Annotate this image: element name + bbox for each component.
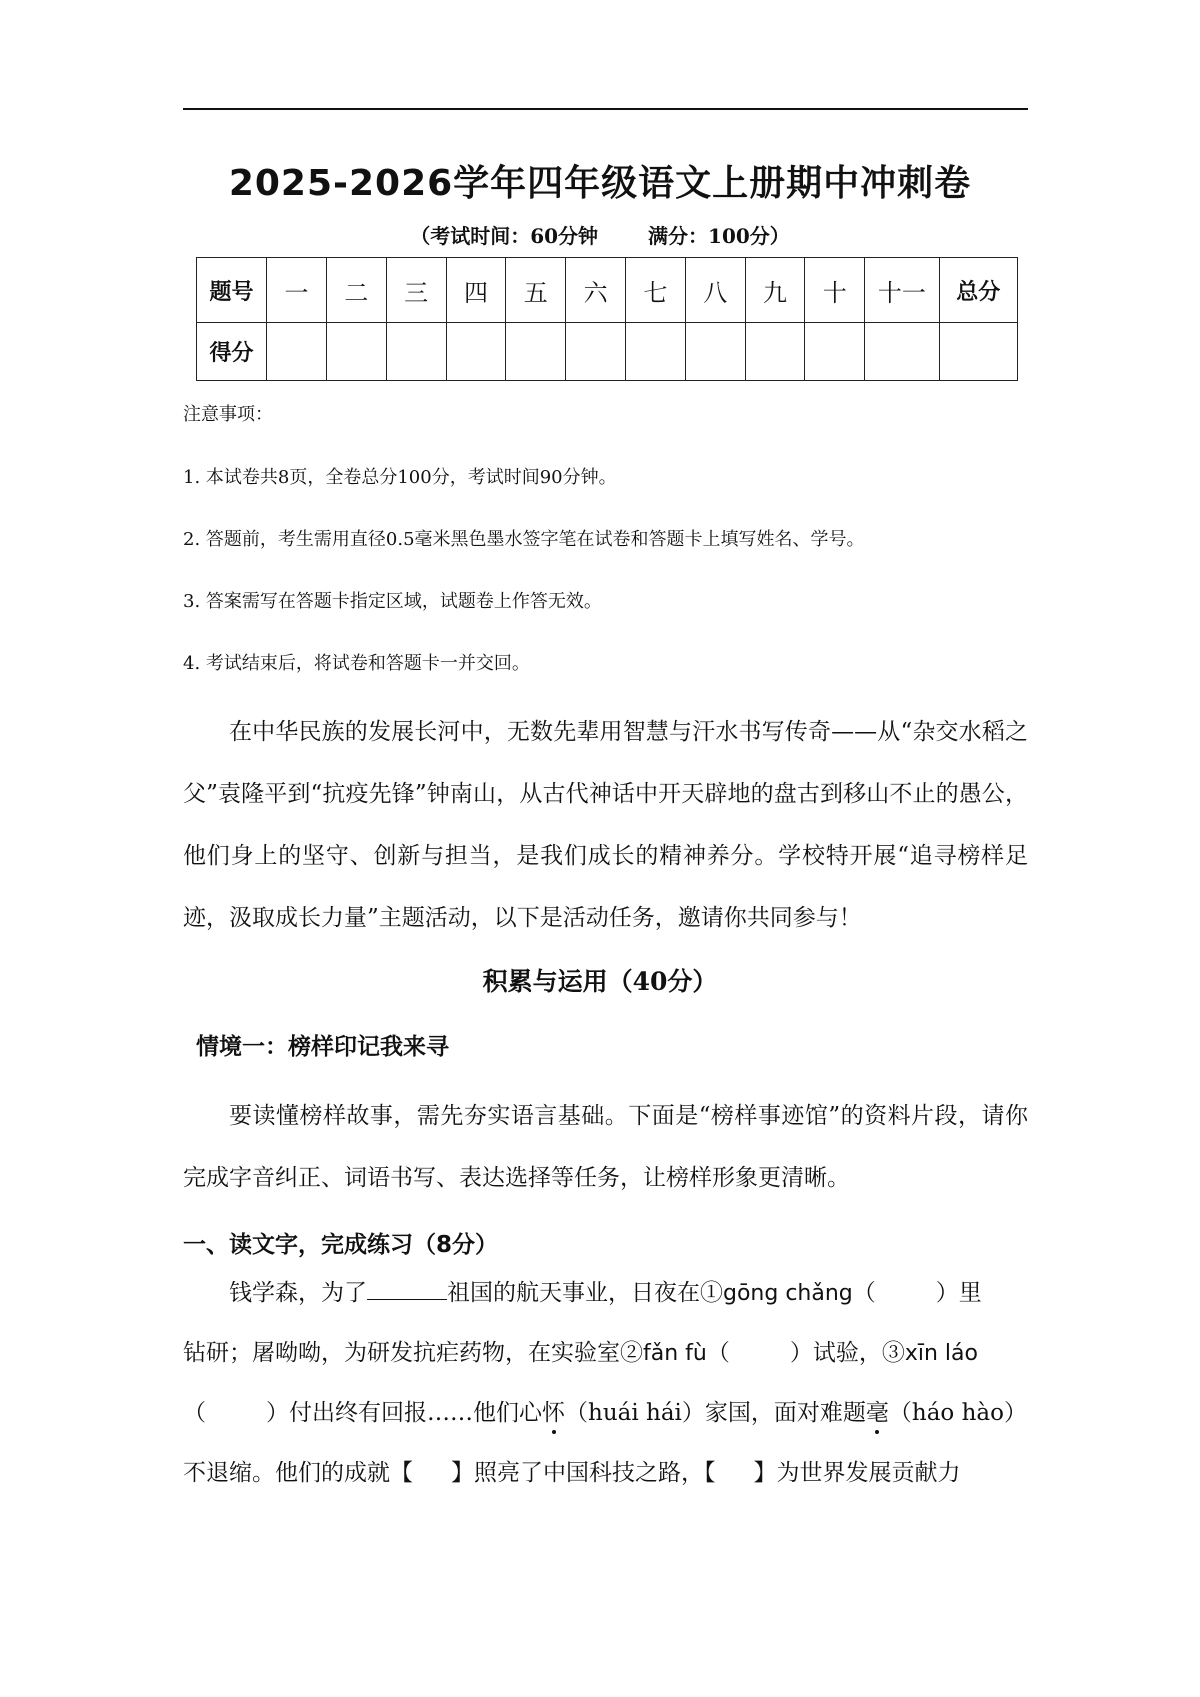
notes-item: 3. 答案需写在答题卡指定区域，试题卷上作答无效。 (183, 591, 602, 612)
score-header-cell: 四 (446, 258, 506, 323)
score-cell[interactable] (566, 323, 626, 381)
score-cell[interactable] (626, 323, 686, 381)
notes-item: 2. 答题前，考生需用直径0.5毫米黑色墨水签字笔在试卷和答题卡上填写姓名、学号。 (183, 529, 865, 550)
exam-time: （考试时间：60分钟 (410, 224, 599, 248)
score-header-cell: 三 (386, 258, 446, 323)
question-text: （ (183, 1400, 206, 1426)
question-text: 钱学森，为了 (229, 1280, 367, 1306)
question-text: 祖国的航天事业，日夜在① (447, 1280, 723, 1306)
score-header-cell: 十 (805, 258, 865, 323)
dotted-character: 怀 (542, 1400, 565, 1426)
score-header-cell: 一 (267, 258, 327, 323)
question-text: 】照亮了中国科技之路，【 (451, 1460, 716, 1486)
question-line (183, 1394, 1028, 1434)
notes-item: 1. 本试卷共8页，全卷总分100分，考试时间90分钟。 (183, 467, 617, 488)
score-header-cell: 六 (566, 258, 626, 323)
question-title: 一、读文字，完成练习（8分） (183, 1232, 499, 1258)
question-line (183, 1274, 1028, 1314)
score-cell[interactable] (865, 323, 939, 381)
pinyin-text: fǎn fù (643, 1341, 707, 1366)
score-row-label: 得分 (197, 323, 267, 381)
score-cell[interactable] (745, 323, 805, 381)
dotted-character: 毫 (865, 1400, 889, 1426)
top-rule (183, 108, 1028, 110)
score-cell[interactable] (267, 323, 327, 381)
score-table-score-row (197, 323, 1018, 381)
score-header-cell: 二 (326, 258, 386, 323)
score-header-cell: 九 (745, 258, 805, 323)
exam-full-score: 满分：100分） (648, 224, 790, 248)
score-cell[interactable] (506, 323, 566, 381)
intro-paragraph (183, 701, 1028, 949)
question-text: ）付出终有回报……他们心 (266, 1400, 542, 1426)
score-cell[interactable] (805, 323, 865, 381)
score-header-cell: 五 (506, 258, 566, 323)
pinyin-text: gōng chǎng (723, 1281, 853, 1306)
question-text: 】为世界发展贡献力 (753, 1460, 961, 1486)
answer-blank[interactable] (367, 1277, 447, 1300)
scene-intro-paragraph (183, 1085, 1028, 1209)
score-cell[interactable] (326, 323, 386, 381)
score-cell[interactable] (939, 323, 1018, 381)
question-text: 不退缩。他们的成就【 (183, 1460, 413, 1486)
notes-heading: 注意事项： (183, 404, 273, 425)
score-header-cell: 总分 (939, 258, 1018, 323)
score-cell[interactable] (685, 323, 745, 381)
page-title: 2025-2026学年四年级语文上册期中冲刺卷 (228, 163, 972, 204)
question-text: ）试验，③ (789, 1340, 905, 1366)
section-title: 积累与运用（40分） (482, 967, 718, 996)
scene-intro-text: 要读懂榜样故事，需先夯实语言基础。下面是“榜样事迹馆”的资料片段，请你完成字音纠正、词语书写、表达选择等任务，让榜样形象更清晰。 (183, 1103, 1028, 1191)
score-table-header-row (197, 258, 1018, 323)
score-header-cell: 题号 (197, 258, 267, 323)
question-text: 钻研；屠呦呦，为研发抗疟药物，在实验室② (183, 1340, 643, 1366)
exam-info (0, 220, 1200, 249)
question-line (183, 1454, 1028, 1494)
score-header-cell: 七 (626, 258, 686, 323)
score-cell[interactable] (386, 323, 446, 381)
question-line (183, 1334, 1028, 1374)
intro-text: 在中华民族的发展长河中，无数先辈用智慧与汗水书写传奇——从“杂交水稻之父”袁隆平到“抗疫先锋”钟南山，从古代神话中开天辟地的盘古到移山不止的愚公，他们身上的坚守、创新与担当，是我们成长的精神养分。学校特开展“追寻榜样足迹，汲取成长力量”主题活动，以下是活动任务，邀请你共同参与！ (183, 719, 1028, 931)
score-header-cell: 八 (685, 258, 745, 323)
score-cell[interactable] (446, 323, 506, 381)
question-text: （huái hái）家国，面对难题 (565, 1400, 866, 1426)
notes-item: 4. 考试结束后，将试卷和答题卡一并交回。 (183, 653, 530, 674)
question-text: ）里 (935, 1280, 982, 1306)
score-header-cell: 十一 (865, 258, 939, 323)
question-text: （ (852, 1280, 876, 1306)
question-text: （háo hào） (888, 1400, 1027, 1426)
score-table (196, 257, 1018, 381)
question-text: （ (706, 1340, 730, 1366)
pinyin-text: xīn láo (904, 1341, 978, 1366)
scene-title: 情境一：榜样印记我来寻 (196, 1034, 449, 1060)
